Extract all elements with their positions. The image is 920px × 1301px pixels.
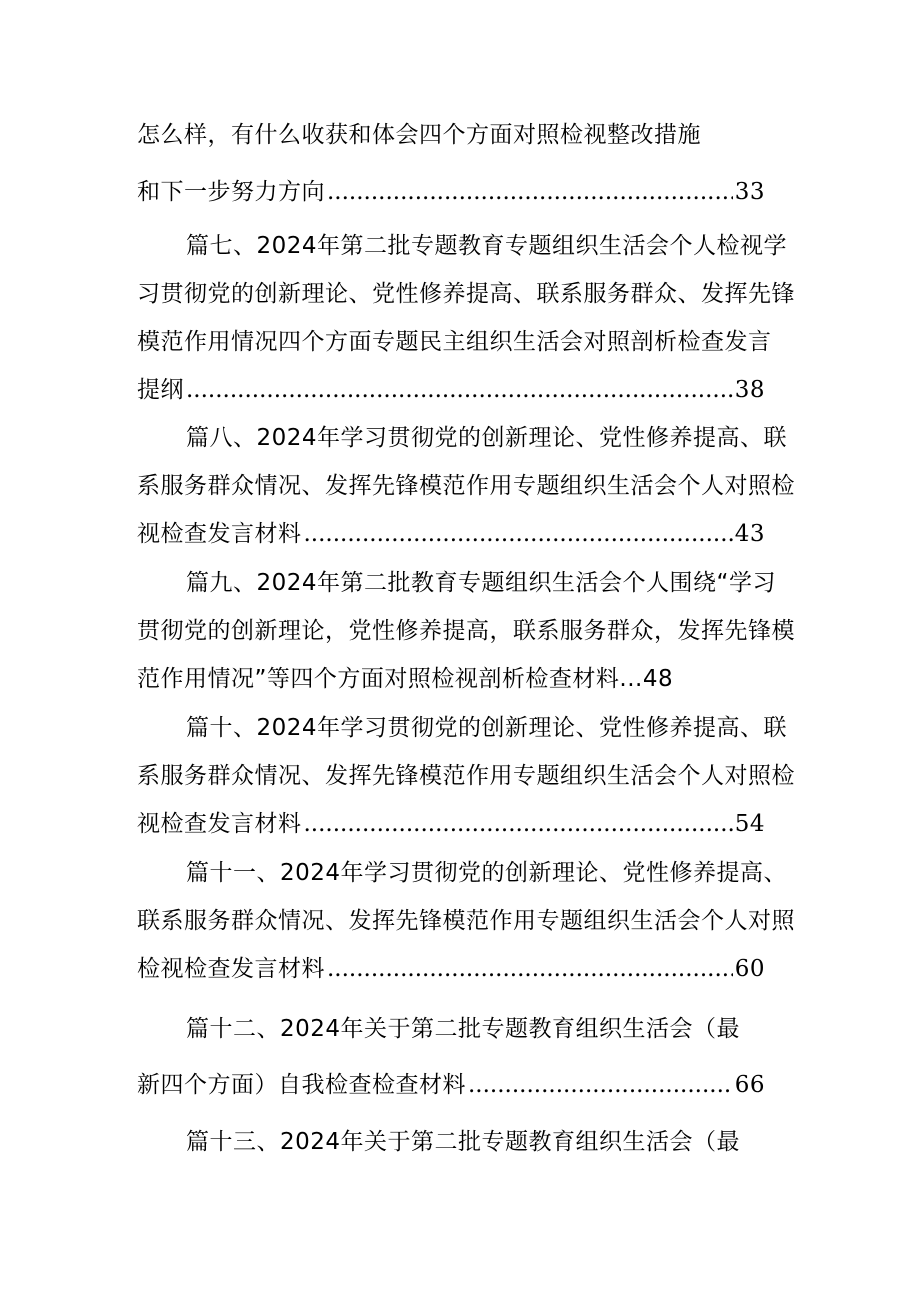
toc-line-with-page: 范作用情况”等四个方面对照检视剖析检查材料...48 (137, 666, 674, 692)
toc-entry-ending[interactable] (137, 375, 765, 405)
toc-entry-ending[interactable] (137, 1070, 765, 1100)
toc-entry-heading[interactable]: 篇十三、2024年关于第二批专题教育组织生活会（最 (186, 1129, 741, 1155)
dot-leader (327, 177, 733, 207)
toc-entry-heading[interactable]: 篇十、2024年学习贯彻党的创新理论、党性修养提高、联 (186, 715, 788, 741)
toc-entry-heading[interactable]: 篇八、2024年学习贯彻党的创新理论、党性修养提高、联 (186, 425, 788, 451)
toc-entry-heading[interactable]: 篇七、2024年第二批专题教育专题组织生活会个人检视学 (186, 233, 788, 259)
toc-page-number: 66 (734, 1072, 765, 1098)
toc-entry-text: 视检查发言材料 (137, 521, 302, 547)
toc-line: 习贯彻党的创新理论、党性修养提高、联系服务群众、发挥先锋 (137, 281, 795, 307)
toc-line: 系服务群众情况、发挥先锋模范作用专题组织生活会个人对照检 (137, 763, 795, 789)
toc-entry-ending[interactable] (137, 809, 765, 839)
dot-leader (186, 375, 733, 405)
toc-entry-heading[interactable]: 篇十二、2024年关于第二批专题教育组织生活会（最 (186, 1016, 741, 1042)
toc-page-number: 54 (734, 811, 765, 837)
toc-page-number: 43 (734, 521, 765, 547)
toc-entry-text: 检视检查发言材料 (137, 956, 325, 982)
toc-entry-text: 和下一步努力方向 (137, 179, 325, 205)
toc-page-number: 38 (734, 377, 765, 403)
toc-entry-ending[interactable] (137, 954, 765, 984)
toc-entry-text: 视检查发言材料 (137, 811, 302, 837)
dot-leader (304, 519, 733, 549)
dot-leader (304, 809, 733, 839)
toc-entry-ending[interactable] (137, 519, 765, 549)
toc-line: 模范作用情况四个方面专题民主组织生活会对照剖析检查发言 (137, 329, 772, 355)
toc-entry-heading[interactable]: 篇十一、2024年学习贯彻党的创新理论、党性修养提高、 (186, 860, 788, 886)
toc-entry-heading[interactable]: 篇九、2024年第二批教育专题组织生活会个人围绕“学习 (186, 570, 776, 596)
toc-line: 怎么样，有什么收获和体会四个方面对照检视整改措施 (137, 122, 701, 148)
dot-leader (468, 1070, 733, 1100)
toc-line: 系服务群众情况、发挥先锋模范作用专题组织生活会个人对照检 (137, 473, 795, 499)
toc-entry-text: 提纲 (137, 377, 184, 403)
toc-line: 贯彻党的创新理论，党性修养提高，联系服务群众，发挥先锋模 (137, 618, 795, 644)
dot-leader (327, 954, 733, 984)
toc-entry-ending[interactable] (137, 177, 765, 207)
toc-page-number: 60 (734, 956, 765, 982)
toc-page-number: 33 (734, 179, 765, 205)
toc-line: 联系服务群众情况、发挥先锋模范作用专题组织生活会个人对照 (137, 908, 795, 934)
toc-entry-text: 新四个方面）自我检查检查材料 (137, 1072, 466, 1098)
